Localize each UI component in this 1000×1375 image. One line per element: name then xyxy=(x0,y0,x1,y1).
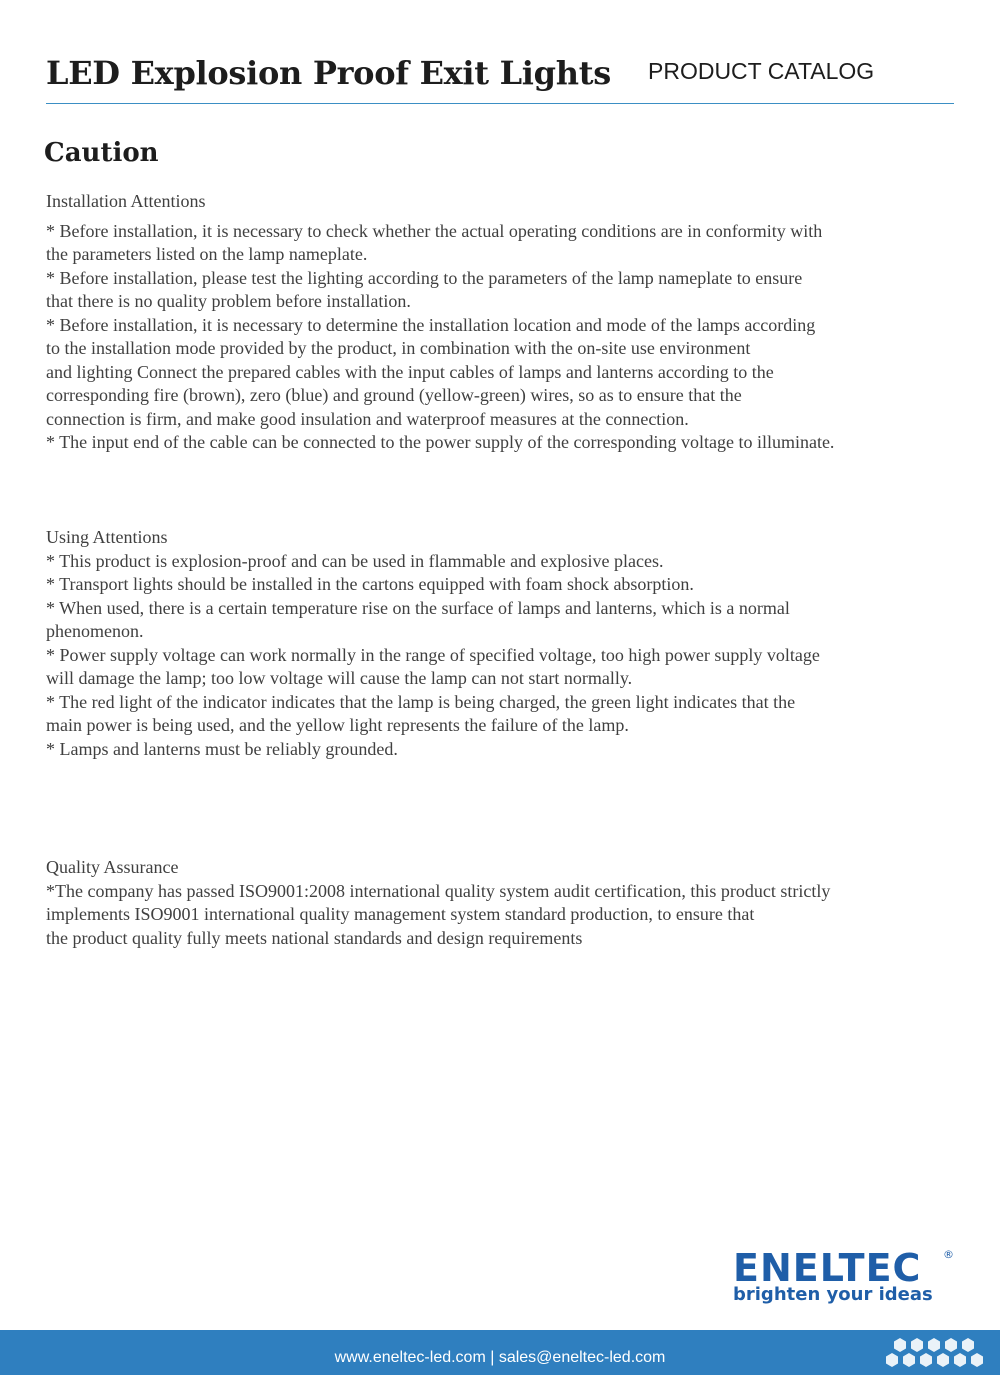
hexagon-icon xyxy=(954,1353,966,1367)
using-line: * When used, there is a certain temperature rise on the surface of lamps and lanterns, which is a normal xyxy=(46,597,790,618)
quality-line: *The company has passed ISO9001:2008 international quality system audit certification, this product strictly xyxy=(46,880,831,901)
installation-line: * Before installation, it is necessary to check whether the actual operating conditions are in conformity with xyxy=(46,220,823,241)
installation-line: * Before installation, please test the lighting according to the parameters of the lamp nameplate to ensure xyxy=(46,267,803,288)
hexagon-icon xyxy=(886,1353,898,1367)
installation-line: * Before installation, it is necessary to determine the installation location and mode of the lamps according xyxy=(46,314,816,335)
hexagon-icon xyxy=(945,1338,957,1352)
installation-line: the parameters listed on the lamp nameplate. xyxy=(46,244,368,264)
quality-line: implements ISO9001 international quality management system standard production, to ensure that xyxy=(46,904,755,924)
hexagon-icon xyxy=(920,1353,932,1367)
hexagon-icon xyxy=(962,1338,974,1352)
installation-title: Installation Attentions xyxy=(46,191,206,211)
using-line: * The red light of the indicator indicates that the lamp is being charged, the green light indicates that the xyxy=(46,691,796,712)
eneltec-logo xyxy=(733,1248,955,1308)
installation-line: corresponding fire (brown), zero (blue) and ground (yellow-green) wires, so as to ensure that the xyxy=(46,385,742,405)
installation-attentions-block xyxy=(46,190,966,455)
hexagon-icon xyxy=(937,1353,949,1367)
registered-mark: ® xyxy=(943,1248,954,1261)
hexagon-icon xyxy=(928,1338,940,1352)
quality-assurance-block xyxy=(46,856,966,950)
footer-contact[interactable]: www.eneltec-led.com | sales@eneltec-led.com xyxy=(334,1349,666,1366)
hexagon-icon xyxy=(911,1338,923,1352)
hexagon-pattern-icon xyxy=(886,1336,986,1370)
using-line: will damage the lamp; too low voltage will cause the lamp can not start normally. xyxy=(46,668,633,688)
installation-line: to the installation mode provided by the product, in combination with the on-site use environment xyxy=(46,338,751,358)
using-line: * Lamps and lanterns must be reliably grounded. xyxy=(46,738,398,759)
logo-wordmark: ENELTEC xyxy=(733,1246,922,1290)
quality-title: Quality Assurance xyxy=(46,857,179,877)
using-line: * Power supply voltage can work normally in the range of specified voltage, too high power supply voltage xyxy=(46,644,820,665)
catalog-label: PRODUCT CATALOG xyxy=(648,58,875,84)
installation-line: connection is firm, and make good insulation and waterproof measures at the connection. xyxy=(46,408,689,429)
logo-tagline: brighten your ideas xyxy=(733,1284,933,1305)
hexagon-icon xyxy=(903,1353,915,1367)
hexagon-icon xyxy=(894,1338,906,1352)
installation-line: that there is no quality problem before installation. xyxy=(46,291,411,311)
quality-line: the product quality fully meets national standards and design requirements xyxy=(46,927,583,948)
using-title: Using Attentions xyxy=(46,527,168,547)
using-line: * Transport lights should be installed in the cartons equipped with foam shock absorption. xyxy=(46,574,694,594)
hexagon-icon xyxy=(971,1353,983,1367)
section-heading: Caution xyxy=(44,138,159,168)
using-line: main power is being used, and the yellow light represents the failure of the lamp. xyxy=(46,715,629,735)
using-line: * This product is explosion-proof and can be used in flammable and explosive places. xyxy=(46,550,664,571)
installation-line: * The input end of the cable can be connected to the power supply of the corresponding voltage to illuminate. xyxy=(46,432,835,452)
header-divider xyxy=(46,103,954,104)
using-attentions-block xyxy=(46,526,966,761)
using-line: phenomenon. xyxy=(46,621,144,641)
installation-line: and lighting Connect the prepared cables with the input cables of lamps and lanterns according to the xyxy=(46,361,774,382)
page-title: LED Explosion Proof Exit Lights xyxy=(46,54,611,92)
